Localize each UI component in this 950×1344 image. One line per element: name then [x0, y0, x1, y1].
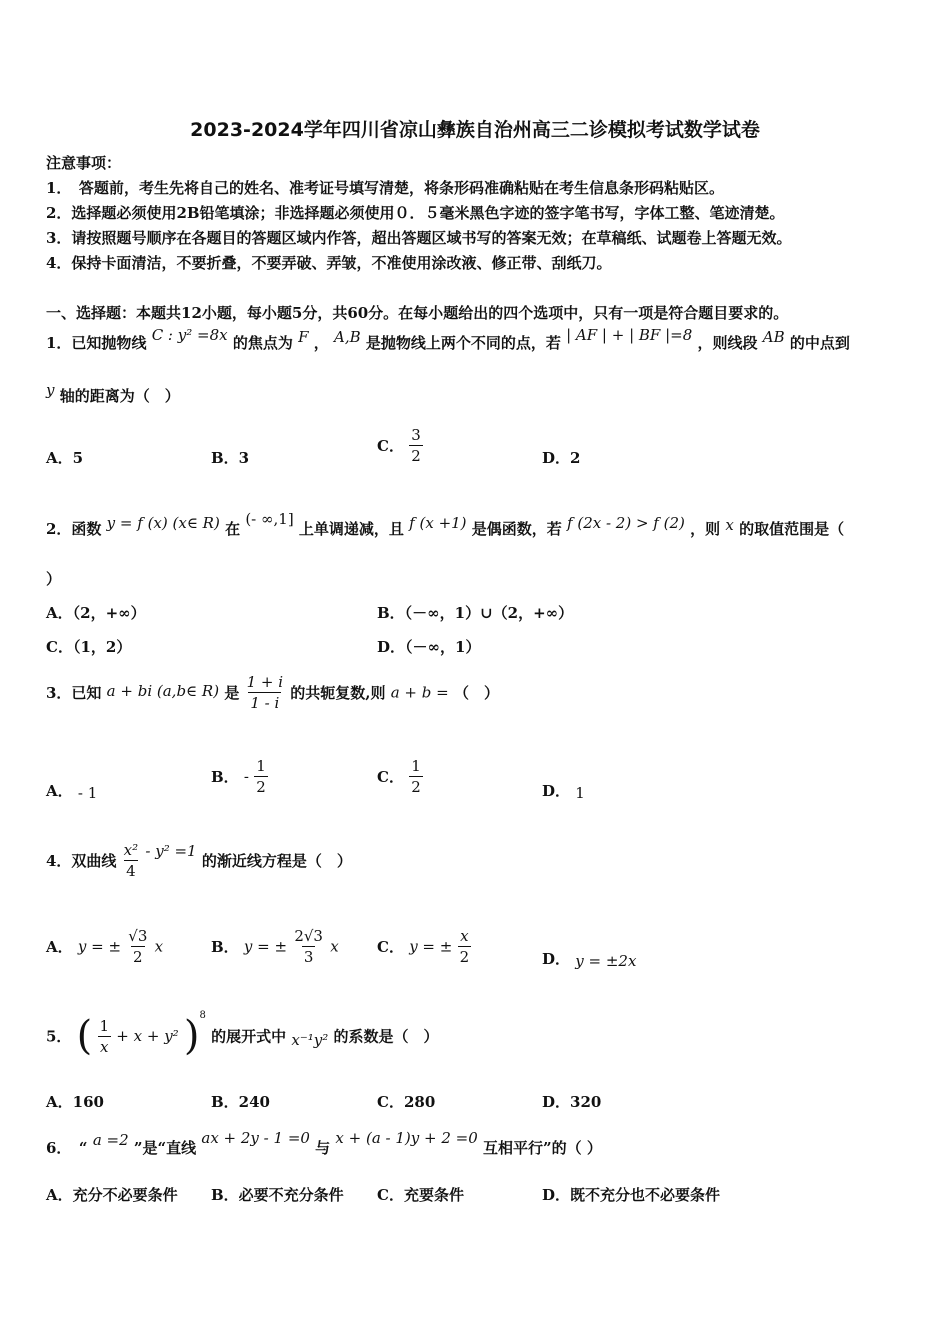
q1-math: F: [298, 328, 309, 346]
page-title: 2023-2024学年四川省凉山彝族自治州高三二诊模拟考试数学试卷: [190, 119, 760, 141]
fraction-numerator: 1 + i: [246, 673, 284, 691]
fraction-denominator: 2: [411, 778, 421, 796]
q1-option-b: B．3: [211, 449, 250, 467]
q1-math: C : y² =8x: [151, 326, 228, 344]
q4-option-b: [211, 926, 339, 967]
q4-option-c: [377, 926, 471, 967]
q2-math: f (x +1): [409, 514, 467, 532]
q3-option-c: [377, 756, 423, 797]
q3-option-a-value: - 1: [77, 784, 98, 802]
q6-math: x + (a - 1)y + 2 =0: [335, 1129, 478, 1147]
q4-option-d-math: y = ±2x: [575, 952, 637, 970]
q1-text: 轴的距离为（ ）: [59, 387, 180, 405]
q1-option-d: D．2: [542, 449, 581, 467]
q2-math: f (2x - 2) > f (2): [567, 514, 685, 532]
q2-option-c: C．（1，2）: [46, 638, 132, 656]
q3-option-d: [542, 780, 585, 801]
q2-text: 的取值范围是（: [739, 520, 845, 538]
q6-text: ”是“直线: [133, 1139, 197, 1157]
fraction-denominator: 2: [133, 948, 143, 966]
q1-text: 1．已知抛物线: [46, 334, 147, 352]
q5-option-d: D．320: [542, 1093, 602, 1111]
q2-text: 在: [225, 520, 241, 538]
q3-option-a: [46, 780, 97, 801]
question-6: [46, 1129, 602, 1158]
q4-option-a-math: y = ±: [77, 937, 122, 956]
notice-item-3: 3．请按照题号顺序在各题目的答题区域内作答，超出答题区域书写的答案无效；在草稿纸、试题卷上答题无效。: [46, 229, 792, 247]
question-4: [46, 840, 352, 881]
q4-option-c-fraction: [458, 926, 472, 967]
fraction-numerator: x: [460, 927, 469, 945]
q6-text: 与: [315, 1139, 331, 1157]
q3-option-b-fraction: [254, 756, 268, 797]
q6-math: ax + 2y - 1 =0: [201, 1129, 310, 1147]
q2-text: 是偶函数，若: [471, 520, 562, 538]
q1-option-a: A．5: [46, 449, 84, 467]
q4-option-a-fraction: [126, 926, 149, 967]
q4-option-b-label: B．: [211, 938, 239, 956]
notice-item-1: 1． 答题前，考生先将自己的姓名、准考证号填写清楚，将条形码准确粘贴在考生信息条形码粘贴区。: [46, 179, 724, 197]
q6-option-d: D．既不充分也不必要条件: [542, 1186, 721, 1204]
q6-text: 互相平行”的（ ）: [483, 1139, 602, 1157]
q3-option-c-fraction: [409, 756, 423, 797]
fraction-numerator: √3: [128, 927, 148, 945]
fraction-denominator: 4: [126, 862, 136, 880]
q1-math: AB: [762, 328, 785, 346]
q5-fraction: [98, 1016, 112, 1057]
q5-option-a: A．160: [46, 1093, 104, 1111]
q3-fraction: [245, 672, 285, 713]
fraction-numerator: 1: [256, 757, 266, 775]
q3-option-b: [211, 756, 268, 797]
q3-math: a + bi (a,b∈ R): [106, 681, 220, 700]
fraction-numerator: 1: [411, 757, 421, 775]
section-heading: 一、选择题：本题共12小题，每小题5分，共60分。在每小题给出的四个选项中，只有一项是符合题目要求的。: [46, 304, 789, 322]
q4-option-b-math: y = ±: [243, 937, 288, 956]
q1-option-c-fraction: [409, 425, 423, 466]
q2-option-b: B．（－∞，1）∪（2，+∞）: [377, 604, 574, 622]
fraction-numerator: 3: [411, 426, 421, 444]
q4-text: 4．双曲线: [46, 852, 117, 870]
q4-option-a-math: x: [154, 937, 164, 956]
fraction-denominator: 3: [303, 948, 314, 966]
question-1: [46, 326, 850, 353]
q1-text: ，: [313, 334, 329, 352]
q1-math: A,B: [333, 328, 361, 346]
q2-text: ，则: [690, 520, 721, 538]
q4-option-b-fraction: [292, 926, 325, 967]
q5-math: + x + y²: [116, 1027, 179, 1045]
question-2: [46, 510, 845, 539]
fraction-numerator: 1: [99, 1016, 110, 1035]
q6-option-c: C．充要条件: [377, 1186, 464, 1204]
q1-text: ，则线段: [697, 334, 758, 352]
q3-math: a + b =: [390, 683, 449, 702]
q3-text: 3．已知: [46, 684, 102, 702]
question-3: [46, 672, 499, 713]
fraction-denominator: x: [100, 1037, 109, 1056]
q3-option-c-label: C．: [377, 768, 404, 786]
q5-option-b: B．240: [211, 1093, 270, 1111]
q4-math: - y² =1: [145, 841, 197, 860]
q4-option-b-math: x: [330, 937, 339, 956]
q4-text: 的渐近线方程是（ ）: [201, 852, 352, 870]
q5-text: 5．: [46, 1027, 72, 1046]
q2-math: y = f (x) (x∈ R): [106, 514, 220, 532]
q4-fraction: [122, 840, 140, 881]
q5-option-c: C．280: [377, 1093, 436, 1111]
left-paren: (: [76, 1013, 93, 1059]
q3-option-d-value: 1: [575, 784, 585, 802]
q6-text: 6． “: [46, 1139, 88, 1157]
fraction-numerator: 2√3: [294, 927, 323, 945]
q3-text: （ ）: [453, 684, 499, 702]
q4-option-d-label: D．: [542, 950, 571, 968]
q5-exponent: 8: [199, 1010, 206, 1021]
q3-option-d-label: D．: [542, 782, 571, 800]
right-paren: ): [183, 1013, 200, 1059]
fraction-denominator: 2: [411, 447, 421, 465]
q1-math: y: [46, 381, 55, 399]
q3-option-a-label: A．: [46, 782, 73, 800]
q4-option-c-label: C．: [377, 938, 404, 956]
notice-item-2: 2．选择题必须使用2B铅笔填涂；非选择题必须使用０．５毫米黑色字迹的签字笔书写，字体工整、笔迹清楚。: [46, 204, 785, 222]
q2-math: x: [725, 516, 734, 534]
fraction-numerator: x²: [123, 841, 139, 859]
question-5: [46, 1010, 439, 1059]
q6-math: a =2: [92, 1131, 129, 1149]
fraction-denominator: 1 - i: [250, 694, 280, 712]
question-2-cont: ）: [46, 570, 62, 588]
q5-text: 的展开式中: [211, 1027, 287, 1046]
q4-option-a: [46, 926, 163, 967]
q1-text: 的焦点为: [232, 334, 293, 352]
notice-heading: 注意事项：: [46, 154, 122, 172]
q6-option-b: B．必要不充分条件: [211, 1186, 344, 1204]
q5-text: 的系数是（ ）: [333, 1027, 439, 1046]
question-1-cont: [46, 381, 180, 406]
q2-math: (- ∞,1]: [245, 510, 294, 528]
q1-text: 的中点到: [789, 334, 850, 352]
q1-math: | AF | + | BF |=8: [566, 326, 693, 344]
q5-math: x⁻¹y²: [291, 1031, 329, 1049]
q4-option-a-label: A．: [46, 938, 73, 956]
q1-option-c: [377, 425, 423, 466]
q3-text: 的共轭复数,则: [290, 684, 386, 702]
q3-option-b-sign: -: [243, 767, 249, 786]
fraction-denominator: 2: [459, 948, 470, 966]
q4-option-d: [542, 948, 636, 969]
q3-option-b-label: B．: [211, 768, 239, 786]
q1-text: 是抛物线上两个不同的点，若: [365, 334, 561, 352]
q2-text: 上单调递减，且: [298, 520, 404, 538]
q3-text: 是: [224, 684, 240, 702]
fraction-denominator: 2: [256, 778, 266, 796]
q4-option-c-math: y = ±: [409, 937, 453, 956]
q2-text: 2．函数: [46, 520, 102, 538]
q2-option-a: A．（2，+∞）: [46, 604, 146, 622]
q1-option-c-label: C．: [377, 437, 404, 455]
q6-option-a: A．充分不必要条件: [46, 1186, 178, 1204]
notice-item-4: 4．保持卡面清洁，不要折叠，不要弄破、弄皱，不准使用涂改液、修正带、刮纸刀。: [46, 254, 612, 272]
q2-option-d: D．（－∞，1）: [377, 638, 481, 656]
